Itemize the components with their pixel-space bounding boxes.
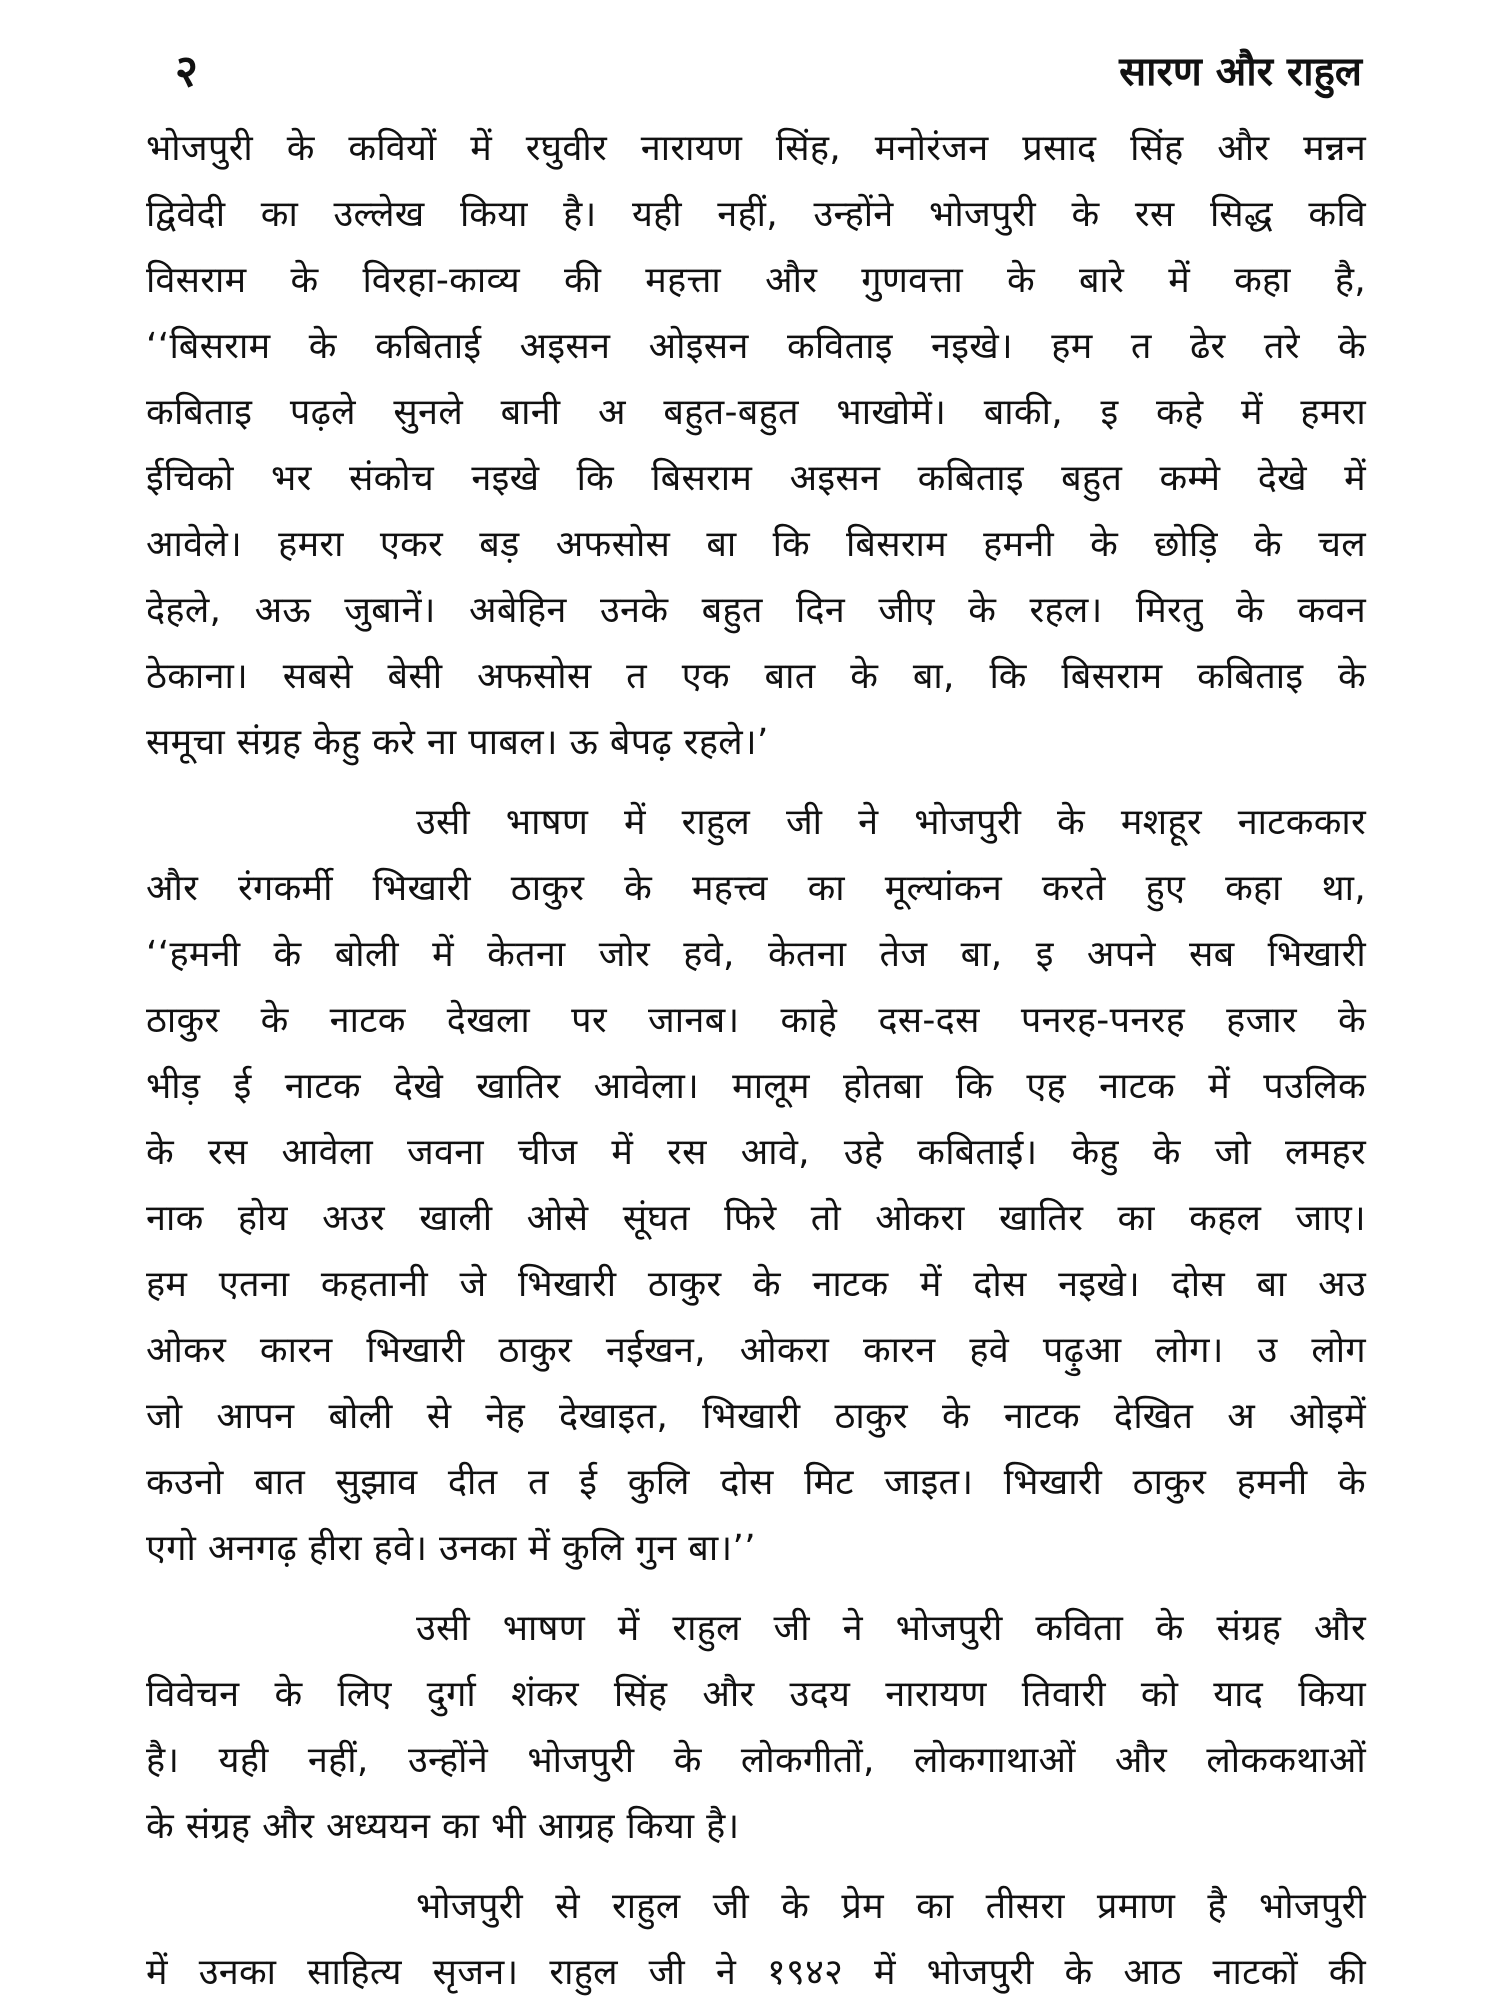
- text-line: हम एतना कहतानी जे भिखारी ठाकुर के नाटक में दोस नइखे। दोस बा अउ: [146, 1264, 1366, 1305]
- text-line: आवेले। हमरा एकर बड़ अफसोस बा कि बिसराम हमनी के छोड़ि के चल: [146, 524, 1366, 565]
- text-line: के रस आवेला जवना चीज में रस आवे, उहे कबिताई। केहु के जो लमहर: [146, 1132, 1366, 1173]
- text-line: देहले, अऊ जुबानें। अबेहिन उनके बहुत दिन जीए के रहल। मिरतु के कवन: [146, 590, 1366, 631]
- text-line: ‘‘हमनी के बोली में केतना जोर हवे, केतना तेज बा, इ अपने सब भिखारी: [146, 934, 1366, 975]
- text-line: जो आपन बोली से नेह देखाइत, भिखारी ठाकुर के नाटक देखित अ ओइमें: [146, 1396, 1366, 1437]
- page-number: २: [175, 46, 198, 97]
- text-line: भोजपुरी से राहुल जी के प्रेम का तीसरा प्रमाण है भोजपुरी: [416, 1886, 1366, 1927]
- paragraph-3: [146, 1596, 1366, 1860]
- text-line: ईचिको भर संकोच नइखे कि बिसराम अइसन कबिताइ बहुत कम्मे देखे में: [146, 458, 1366, 499]
- text-line: ठेकाना। सबसे बेसी अफसोस त एक बात के बा, कि बिसराम कबिताइ के: [146, 656, 1366, 697]
- paragraph-2: [146, 790, 1366, 1582]
- text-line: नाक होय अउर खाली ओसे सूंघत फिरे तो ओकरा खातिर का कहल जाए।: [146, 1198, 1366, 1239]
- text-line: ओकर कारन भिखारी ठाकुर नईखन, ओकरा कारन हवे पढ़ुआ लोग। उ लोग: [146, 1330, 1366, 1371]
- paragraph-4: [146, 1874, 1366, 2006]
- text-line: उसी भाषण में राहुल जी ने भोजपुरी कविता के संग्रह और: [416, 1608, 1366, 1649]
- text-line: भोजपुरी के कवियों में रघुवीर नारायण सिंह, मनोरंजन प्रसाद सिंह और मन्नन: [146, 128, 1366, 169]
- paragraph-gap: [146, 1860, 1366, 1874]
- text-line: कबिताइ पढ़ले सुनले बानी अ बहुत-बहुत भाखोमें। बाकी, इ कहे में हमरा: [146, 392, 1366, 433]
- text-line: के संग्रह और अध्ययन का भी आग्रह किया है।: [146, 1806, 740, 1847]
- running-head: सारण और राहुल: [1119, 49, 1362, 95]
- text-line: और रंगकर्मी भिखारी ठाकुर के महत्त्व का मूल्यांकन करते हुए कहा था,: [146, 868, 1366, 909]
- text-line: भीड़ ई नाटक देखे खातिर आवेला। मालूम होतबा कि एह नाटक में पउलिक: [146, 1066, 1366, 1107]
- text-line: द्विवेदी का उल्लेख किया है। यही नहीं, उन्होंने भोजपुरी के रस सिद्ध कवि: [146, 194, 1366, 235]
- paragraph-1: [146, 116, 1366, 776]
- text-line: है। यही नहीं, उन्होंने भोजपुरी के लोकगीतों, लोकगाथाओं और लोककथाओं: [146, 1740, 1366, 1781]
- text-line: उसी भाषण में राहुल जी ने भोजपुरी के मशहूर नाटककार: [416, 802, 1366, 843]
- body-text: [146, 116, 1366, 2006]
- text-line: ‘‘बिसराम के कबिताई अइसन ओइसन कविताइ नइखे। हम त ढेर तरे के: [146, 326, 1366, 367]
- text-line: विसराम के विरहा-काव्य की महत्ता और गुणवत्ता के बारे में कहा है,: [146, 260, 1366, 301]
- text-line: समूचा संग्रह केहु करे ना पाबल। ऊ बेपढ़ रहले।’: [146, 722, 769, 763]
- text-line: ठाकुर के नाटक देखला पर जानब। काहे दस-दस पनरह-पनरह हजार के: [146, 1000, 1366, 1041]
- paragraph-gap: [146, 1582, 1366, 1596]
- text-line: में उनका साहित्य सृजन। राहुल जी ने १९४२ में भोजपुरी के आठ नाटकों की: [146, 1952, 1366, 1993]
- paragraph-gap: [146, 776, 1366, 790]
- text-line: विवेचन के लिए दुर्गा शंकर सिंह और उदय नारायण तिवारी को याद किया: [146, 1674, 1366, 1715]
- text-line: एगो अनगढ़ हीरा हवे। उनका में कुलि गुन बा।’’: [146, 1528, 756, 1569]
- text-line: कउनो बात सुझाव दीत त ई कुलि दोस मिट जाइत। भिखारी ठाकुर हमनी के: [146, 1462, 1366, 1503]
